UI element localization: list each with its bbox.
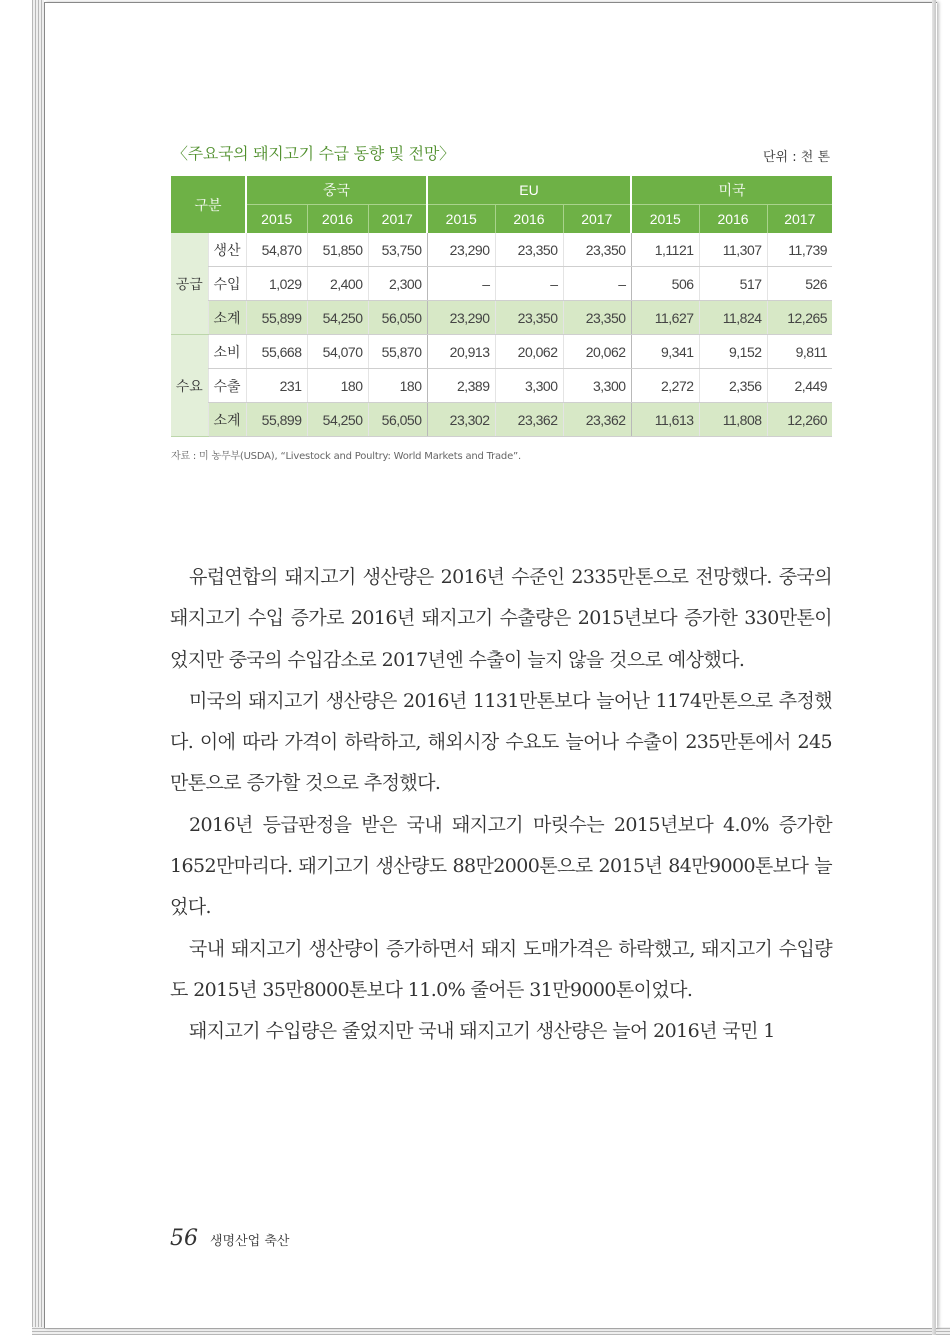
- table-cell: 2,300: [368, 267, 427, 301]
- running-footer-title: 생명산업 축산: [210, 1234, 290, 1249]
- table-cell: –: [427, 267, 495, 301]
- header-corner: 구분: [171, 176, 246, 233]
- table-cell: 23,350: [495, 301, 563, 335]
- table-cell: 2,449: [767, 369, 832, 403]
- table-cell: 54,870: [246, 233, 307, 267]
- table-cell: 2,389: [427, 369, 495, 403]
- table-cell: 20,913: [427, 335, 495, 369]
- table-cell: 23,290: [427, 301, 495, 335]
- table-row-supply-subtotal: [171, 301, 832, 335]
- table-source-note: 자료 : 미 농무부(USDA), “Livestock and Poultry: World Markets and Trade”.: [171, 451, 521, 462]
- section-label-demand: 수요: [171, 335, 208, 437]
- table-cell: –: [495, 267, 563, 301]
- table-cell: 23,350: [563, 233, 631, 267]
- table-cell: 54,070: [307, 335, 368, 369]
- table-cell: 55,870: [368, 335, 427, 369]
- table-cell: 20,062: [563, 335, 631, 369]
- header-year: 2015: [427, 205, 495, 234]
- book-page-right-edge: [932, 0, 936, 1335]
- page-number: 56: [170, 1226, 198, 1251]
- paragraph: 미국의 돼지고기 생산량은 2016년 1131만톤보다 늘어난 1174만톤으로 추정했다. 이에 따라 가격이 하락하고, 해외시장 수요도 늘어나 수출이 235만톤에서 245만톤으로 증가할 것으로 추정했다.: [170, 689, 832, 795]
- header-year: 2017: [767, 205, 832, 234]
- table-unit: 단위 : 천 톤: [763, 150, 831, 165]
- header-year: 2015: [631, 205, 699, 234]
- table-cell: 54,250: [307, 403, 368, 437]
- section-label-supply: 공급: [171, 233, 208, 335]
- table-cell: 23,362: [495, 403, 563, 437]
- header-year: 2017: [563, 205, 631, 234]
- table-cell: 180: [307, 369, 368, 403]
- book-page-stack-bottom: [32, 1327, 950, 1335]
- table-cell: 23,302: [427, 403, 495, 437]
- table-cell: 1,1121: [631, 233, 699, 267]
- header-year: 2016: [699, 205, 767, 234]
- table-cell: 1,029: [246, 267, 307, 301]
- table-cell: 3,300: [563, 369, 631, 403]
- table-cell: 20,062: [495, 335, 563, 369]
- table-cell: 54,250: [307, 301, 368, 335]
- table-cell: 9,152: [699, 335, 767, 369]
- table-row-supply-import: [171, 267, 832, 301]
- table-cell: 3,300: [495, 369, 563, 403]
- table-cell: 2,400: [307, 267, 368, 301]
- table-cell: 56,050: [368, 301, 427, 335]
- table-cell: 23,362: [563, 403, 631, 437]
- header-group-usa: 미국: [631, 176, 832, 205]
- table-cell: 11,739: [767, 233, 832, 267]
- table-row-supply-production: [171, 233, 832, 267]
- paragraph: 돼지고기 수입량은 줄었지만 국내 돼지고기 생산량은 늘어 2016년 국민 1: [189, 1020, 775, 1043]
- table-row-demand-export: [171, 369, 832, 403]
- row-label: 소비: [208, 335, 246, 369]
- row-label: 수출: [208, 369, 246, 403]
- table-title: 〈주요국의 돼지고기 수급 동향 및 전망〉: [172, 144, 455, 163]
- table-cell: 11,627: [631, 301, 699, 335]
- table-cell: –: [563, 267, 631, 301]
- row-label: 소계: [208, 403, 246, 437]
- table-cell: 11,824: [699, 301, 767, 335]
- table-cell: 23,350: [495, 233, 563, 267]
- table-cell: 9,341: [631, 335, 699, 369]
- paragraph: 2016년 등급판정을 받은 국내 돼지고기 마릿수는 2015년보다 4.0% 증가한 1652만마리다. 돼기고기 생산량도 88만2000톤으로 2015년 84만9000톤보다 늘었다.: [170, 813, 832, 919]
- table-cell: 53,750: [368, 233, 427, 267]
- header-year: 2016: [495, 205, 563, 234]
- body-text: [170, 557, 832, 1053]
- table-cell: 231: [246, 369, 307, 403]
- header-group-china: 중국: [246, 176, 427, 205]
- table-cell: 180: [368, 369, 427, 403]
- row-label: 수입: [208, 267, 246, 301]
- table-cell: 526: [767, 267, 832, 301]
- row-label: 소계: [208, 301, 246, 335]
- table-cell: 55,899: [246, 301, 307, 335]
- header-year: 2017: [368, 205, 427, 234]
- page-footer: [170, 1226, 289, 1251]
- row-label: 생산: [208, 233, 246, 267]
- table-cell: 51,850: [307, 233, 368, 267]
- table-cell: 11,613: [631, 403, 699, 437]
- table-cell: 2,356: [699, 369, 767, 403]
- table-cell: 11,808: [699, 403, 767, 437]
- table-cell: 55,668: [246, 335, 307, 369]
- table-cell: 23,290: [427, 233, 495, 267]
- table-cell: 55,899: [246, 403, 307, 437]
- table-cell: 56,050: [368, 403, 427, 437]
- table-cell: 11,307: [699, 233, 767, 267]
- header-year: 2016: [307, 205, 368, 234]
- table-cell: 506: [631, 267, 699, 301]
- table-row-demand-subtotal: [171, 403, 832, 437]
- table-cell: 23,350: [563, 301, 631, 335]
- table-cell: 12,260: [767, 403, 832, 437]
- table-cell: 2,272: [631, 369, 699, 403]
- supply-demand-table: [171, 176, 832, 437]
- table-cell: 517: [699, 267, 767, 301]
- table-cell: 12,265: [767, 301, 832, 335]
- table-cell: 9,811: [767, 335, 832, 369]
- header-group-eu: EU: [427, 176, 631, 205]
- paragraph: 국내 돼지고기 생산량이 증가하면서 돼지 도매가격은 하락했고, 돼지고기 수입량도 2015년 35만8000톤보다 11.0% 줄어든 31만9000톤이었다.: [170, 937, 832, 1001]
- table-row-demand-consumption: [171, 335, 832, 369]
- header-year: 2015: [246, 205, 307, 234]
- book-page-stack-left: [32, 0, 44, 1335]
- paragraph: 유럽연합의 돼지고기 생산량은 2016년 수준인 2335만톤으로 전망했다. 중국의 돼지고기 수입 증가로 2016년 돼지고기 수출량은 2015년보다 증가한 330만톤이었지만 중국의 수입감소로 2017년엔 수출이 늘지 않을 것으로 예상했다.: [170, 566, 832, 671]
